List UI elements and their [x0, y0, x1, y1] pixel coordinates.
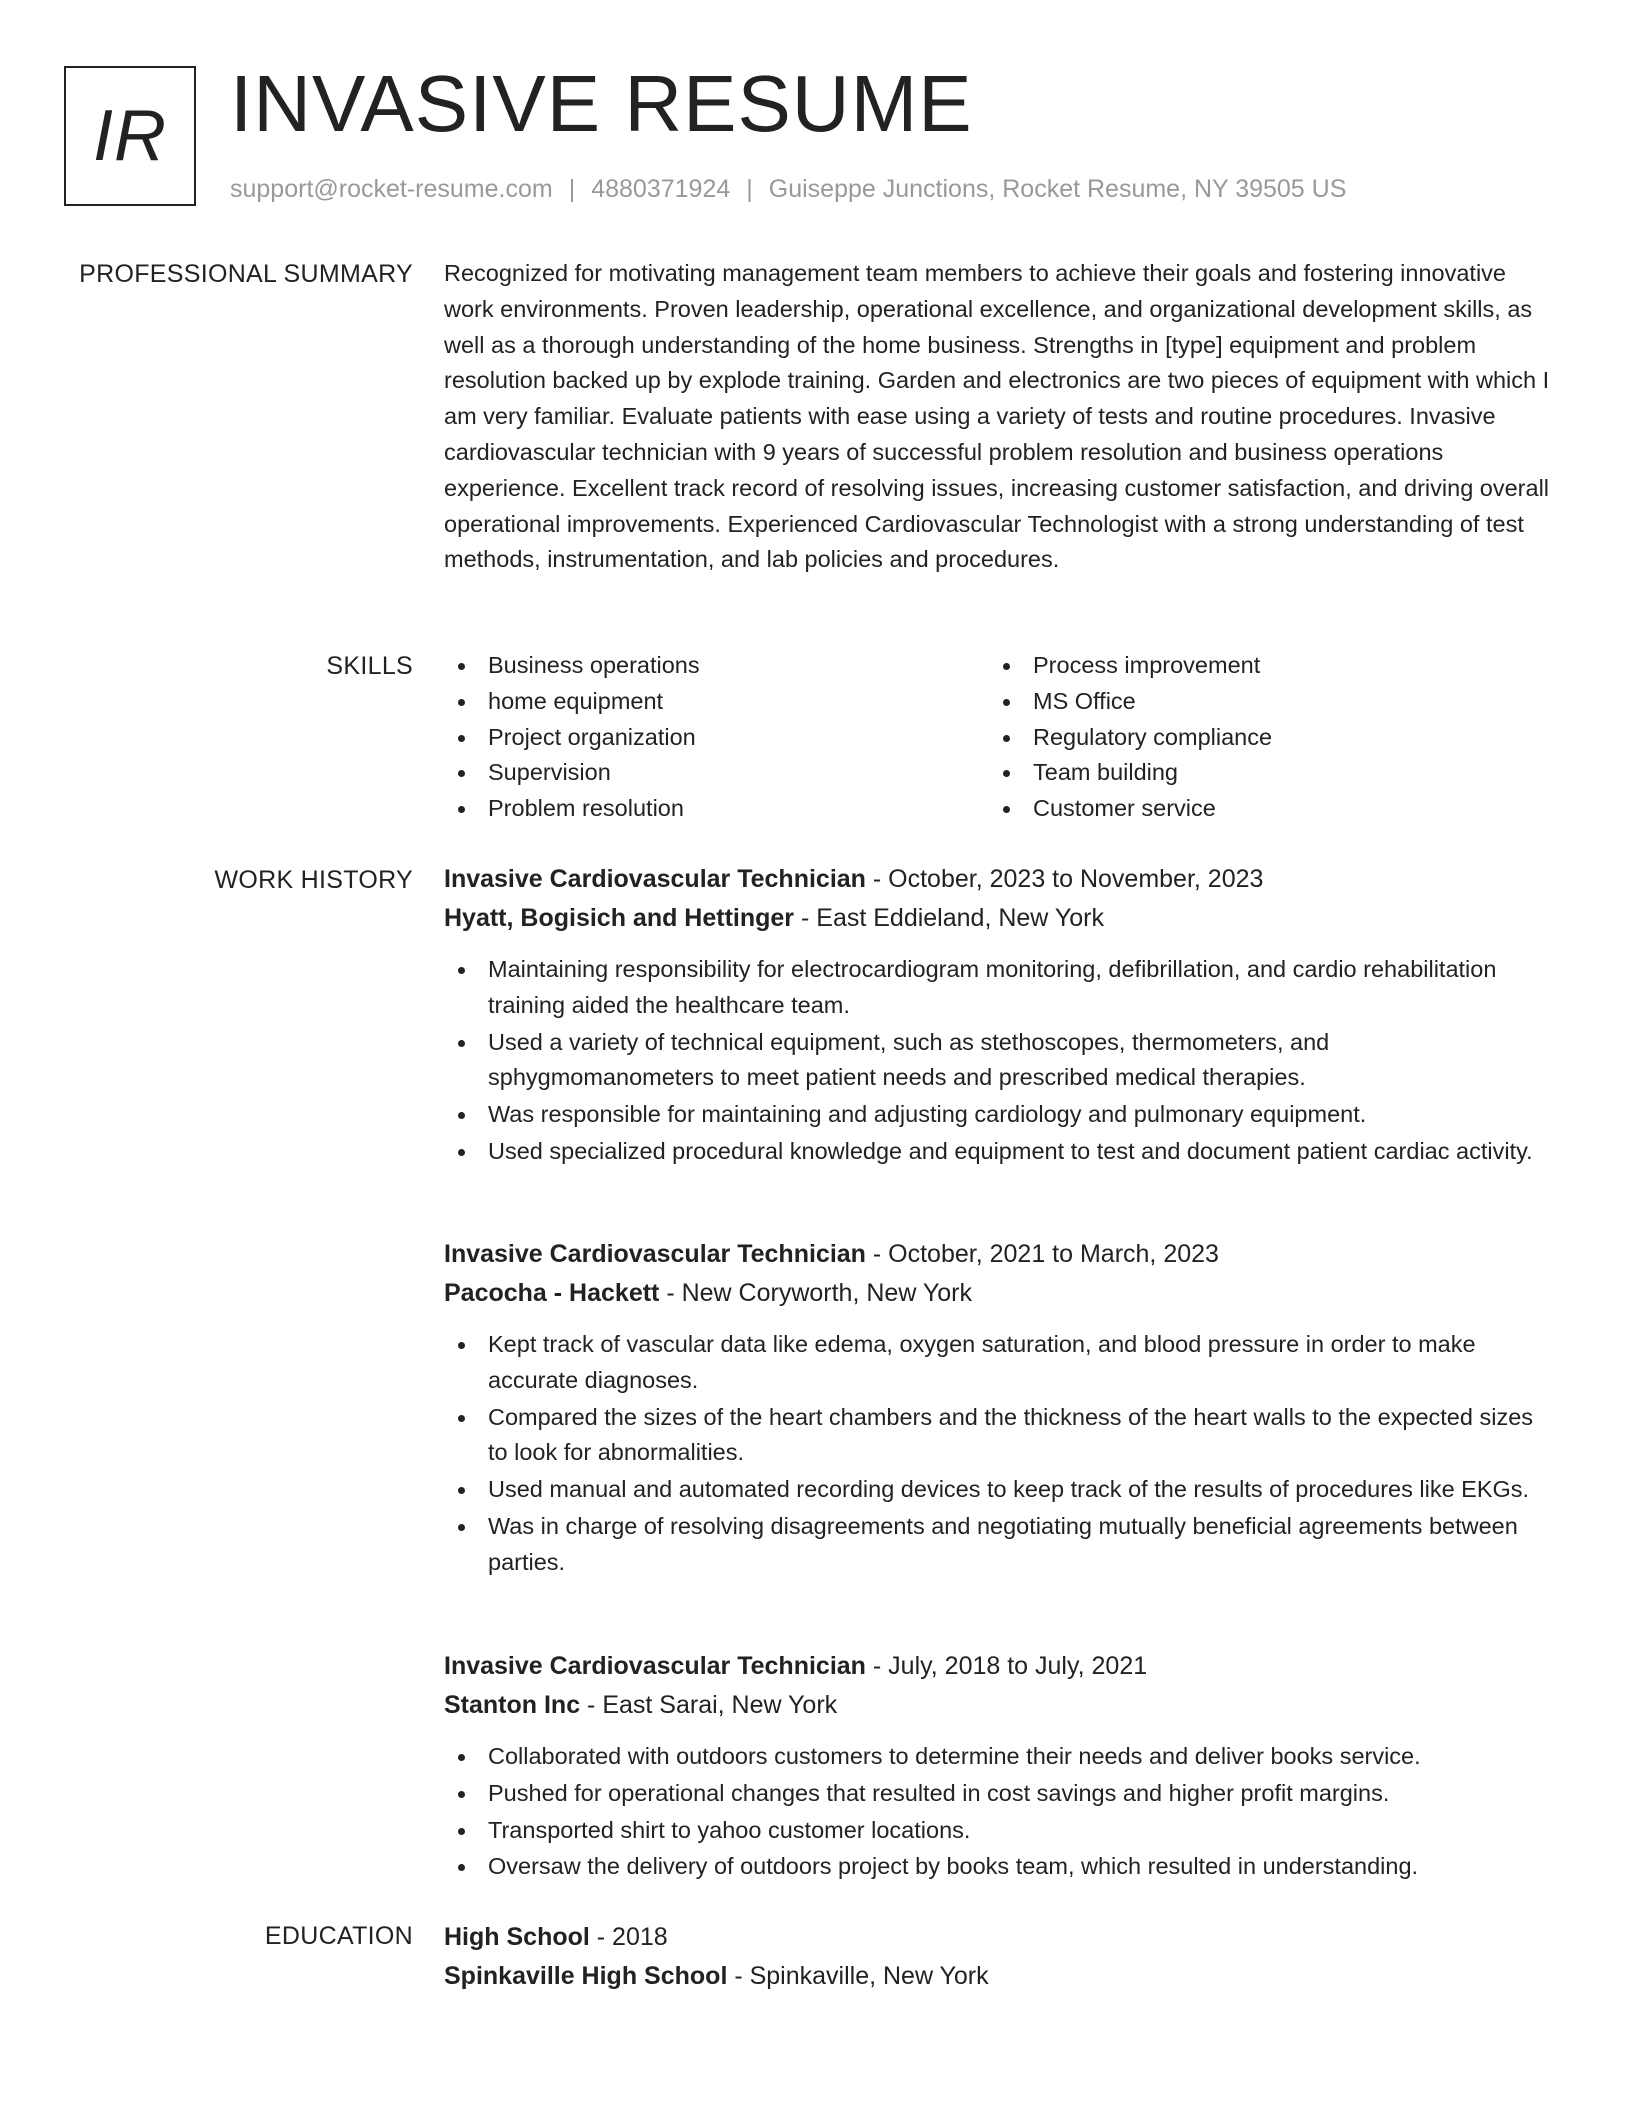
skill-item: MS Office: [989, 684, 1534, 720]
contact-email[interactable]: support@rocket-resume.com: [230, 175, 553, 203]
job-bullet: Pushed for operational changes that resulted in cost savings and higher profit margins.: [444, 1776, 1556, 1812]
job-dates: - October, 2021 to March, 2023: [865, 1240, 1219, 1268]
skill-item: home equipment: [444, 684, 989, 720]
job-location: - East Sarai, New York: [580, 1691, 838, 1719]
contact-line: [230, 172, 1346, 206]
job-title-line: [444, 1235, 1556, 1274]
job-company-line: [444, 1274, 1556, 1313]
education-location: - Spinkaville, New York: [727, 1962, 989, 1990]
job-company: Hyatt, Bogisich and Hettinger: [444, 904, 795, 932]
resume-name: INVASIVE RESUME: [230, 59, 973, 148]
section-heading-education: EDUCATION: [264, 1922, 413, 1950]
skill-item: Team building: [989, 755, 1534, 791]
contact-separator: |: [746, 175, 753, 203]
job-bullets: [444, 1739, 1556, 1885]
job-bullet: Kept track of vascular data like edema, oxygen saturation, and blood pressure in order to make accurate diagnoses.: [444, 1327, 1556, 1399]
job-dates: - July, 2018 to July, 2021: [865, 1652, 1148, 1680]
education-degree-line: [444, 1918, 1556, 1957]
job-bullet: Maintaining responsibility for electrocardiogram monitoring, defibrillation, and cardio rehabilitation training aided the healthcare team.: [444, 952, 1556, 1024]
job-bullets: [444, 952, 1556, 1170]
job-bullet: Transported shirt to yahoo customer locations.: [444, 1813, 1556, 1849]
job-bullet: Compared the sizes of the heart chambers and the thickness of the heart walls to the expected sizes to look for abnormalities.: [444, 1400, 1556, 1472]
job-company-line: [444, 899, 1556, 938]
contact-address: Guiseppe Junctions, Rocket Resume, NY 39505 US: [768, 175, 1347, 203]
contact-phone[interactable]: 4880371924: [591, 175, 731, 203]
education-year: - 2018: [589, 1923, 668, 1951]
skills-list-right: [989, 648, 1534, 827]
job-title: Invasive Cardiovascular Technician: [444, 865, 866, 893]
job-bullet: Used specialized procedural knowledge and equipment to test and document patient cardiac activity.: [444, 1134, 1556, 1170]
job-bullet: Collaborated with outdoors customers to determine their needs and deliver books service.: [444, 1739, 1556, 1775]
job-title: Invasive Cardiovascular Technician: [444, 1240, 866, 1268]
skill-item: Customer service: [989, 791, 1534, 827]
education-degree: High School: [444, 1923, 590, 1951]
skill-item: Supervision: [444, 755, 989, 791]
skill-item: Project organization: [444, 720, 989, 756]
job-bullet: Was in charge of resolving disagreements and negotiating mutually beneficial agreements between parties.: [444, 1509, 1556, 1581]
skill-item: Regulatory compliance: [989, 720, 1534, 756]
section-heading-work: WORK HISTORY: [214, 866, 413, 894]
job-company: Pacocha - Hackett: [444, 1279, 660, 1307]
contact-separator: |: [568, 175, 576, 203]
education-school: Spinkaville High School: [444, 1962, 728, 1990]
monogram-initials: IR: [93, 96, 167, 176]
job-company-line: [444, 1686, 1556, 1725]
job-title: Invasive Cardiovascular Technician: [444, 1652, 866, 1680]
skills-list-left: [444, 648, 989, 827]
job-title-line: [444, 860, 1556, 899]
job-bullets: [444, 1327, 1556, 1581]
section-heading-summary: PROFESSIONAL SUMMARY: [79, 260, 413, 288]
job-location: - East Eddieland, New York: [794, 904, 1104, 932]
summary-text: Recognized for motivating management team members to achieve their goals and fostering innovative work environments. Proven leadership, operational excellence, and organizational development skills, as well as a thorough understanding of the home business. Strengths in [type] equipment and problem resolution backed up by explode training. Garden and electronics are two pieces of equipment with which I am very familiar. Evaluate patients with ease using a variety of tests and routine procedures. Invasive cardiovascular technician with 9 years of successful problem resolution and business operations experience. Excellent track record of resolving issues, increasing customer satisfaction, and driving overall operational improvements. Experienced Cardiovascular Technologist with a strong understanding of test methods, instrumentation, and lab policies and procedures.: [444, 260, 1550, 573]
skill-item: Process improvement: [989, 648, 1534, 684]
job-bullet: Used manual and automated recording devices to keep track of the results of procedures like EKGs.: [444, 1472, 1556, 1508]
section-heading-skills: SKILLS: [326, 652, 413, 680]
skill-item: Problem resolution: [444, 791, 989, 827]
job-company: Stanton Inc: [444, 1691, 581, 1719]
job-bullet: Oversaw the delivery of outdoors project by books team, which resulted in understanding.: [444, 1849, 1556, 1885]
job-bullet: Was responsible for maintaining and adjusting cardiology and pulmonary equipment.: [444, 1097, 1556, 1133]
job-title-line: [444, 1647, 1556, 1686]
job-bullet: Used a variety of technical equipment, such as stethoscopes, thermometers, and sphygmomanometers to meet patient needs and prescribed medical therapies.: [444, 1025, 1556, 1097]
skill-item: Business operations: [444, 648, 989, 684]
education-school-line: [444, 1957, 1556, 1996]
job-location: - New Coryworth, New York: [659, 1279, 972, 1307]
job-dates: - October, 2023 to November, 2023: [865, 865, 1264, 893]
monogram-box: [64, 66, 196, 206]
